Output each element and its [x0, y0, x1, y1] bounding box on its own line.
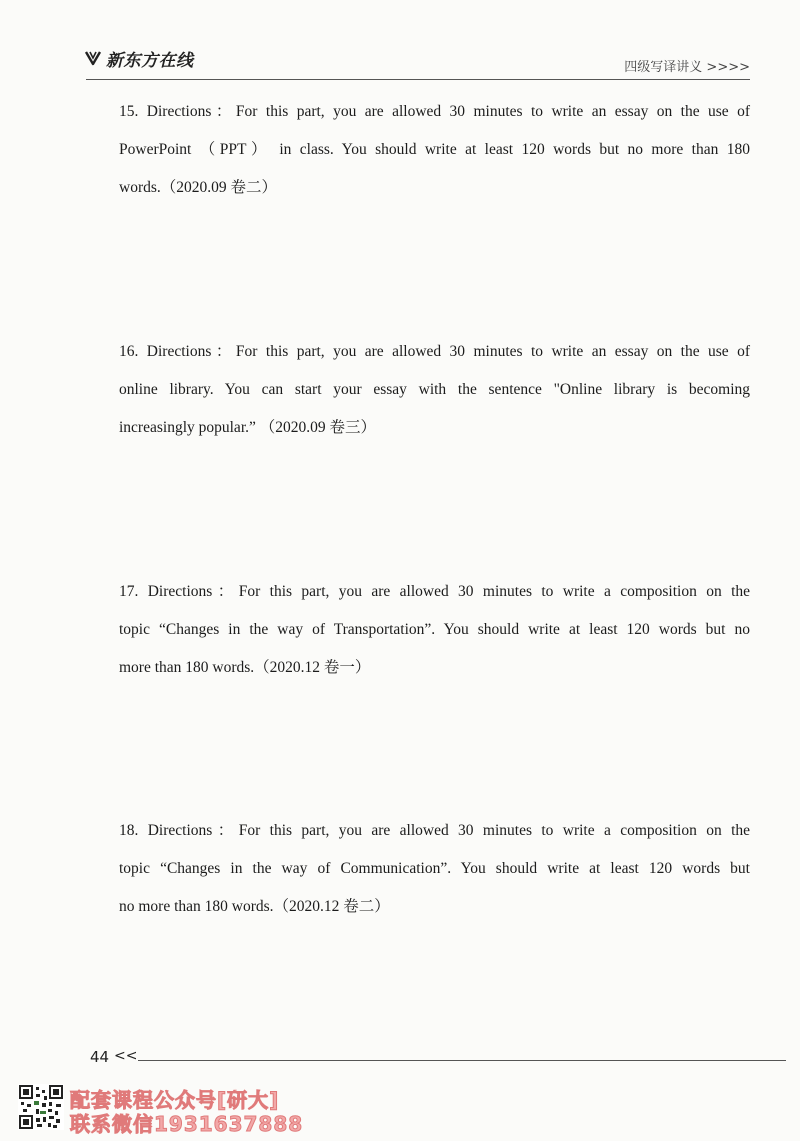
- footer-divider: [138, 1060, 786, 1061]
- question-18: [119, 812, 750, 926]
- question-line: 18. Directions：For this part, you are allowed 30 minutes to write a composition on the: [119, 822, 750, 839]
- page-footer: [90, 1048, 786, 1072]
- promo-banner: [18, 1084, 328, 1134]
- page-header: [0, 0, 800, 80]
- question-line: 15. Directions：For this part, you are allowed 30 minutes to write an essay on the use of: [119, 103, 750, 120]
- logo-text: 新东方在线: [106, 50, 194, 71]
- question-line: 17. Directions：For this part, you are allowed 30 minutes to write a composition on the: [119, 583, 750, 600]
- question-line: online library. You can start your essay with the sentence "Online library is becoming: [119, 381, 750, 398]
- question-line: no more than 180 words.（2020.12 卷二）: [119, 898, 390, 915]
- page-arrow: <<: [114, 1048, 138, 1064]
- question-line: topic “Changes in the way of Communication”. You should write at least 120 words but: [119, 860, 750, 877]
- question-15: [119, 93, 750, 207]
- question-16: [119, 333, 750, 447]
- question-17: [119, 573, 750, 687]
- header-divider: [86, 79, 750, 80]
- question-line: topic “Changes in the way of Transportation”. You should write at least 120 words but no: [119, 621, 750, 638]
- logo-mark-icon: [84, 49, 102, 67]
- question-line: more than 180 words.（2020.12 卷一）: [119, 659, 371, 676]
- promo-line-1: 配套课程公众号[研大]: [70, 1088, 280, 1112]
- page-number: 44: [90, 1048, 110, 1066]
- brand-logo: [84, 46, 194, 70]
- question-line: words.（2020.09 卷二）: [119, 179, 278, 196]
- header-title: 四级写译讲义 >>>>: [624, 60, 750, 75]
- question-line: increasingly popular.” （2020.09 卷三）: [119, 419, 376, 436]
- qr-code-icon: [18, 1084, 64, 1130]
- promo-line-2: 联系微信1931637888: [70, 1112, 304, 1136]
- question-line: 16. Directions：For this part, you are allowed 30 minutes to write an essay on the use of: [119, 343, 750, 360]
- question-line: PowerPoint （PPT） in class. You should write at least 120 words but no more than 180: [119, 141, 750, 158]
